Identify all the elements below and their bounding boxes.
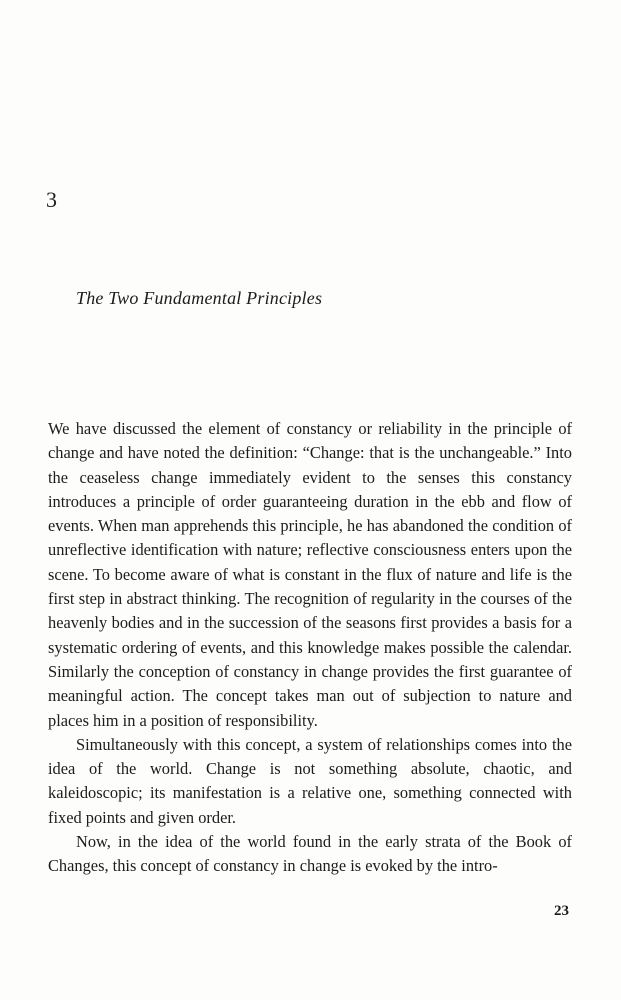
- chapter-body: [48, 417, 572, 879]
- paragraph-3: Now, in the idea of the world found in the early strata of the Book of Changes, this concept of constancy in change is evoked by the intro-: [48, 832, 572, 876]
- chapter-title: The Two Fundamental Principles: [76, 288, 323, 308]
- paragraph-1: We have discussed the element of constancy or reliability in the principle of change and have noted the definition: “Change: that is the unchangeable.” Into the ceaseless change immediately evident to the senses this constancy introduces a principle of order guaranteeing duration in the ebb and flow of events. When man apprehends this principle, he has abandoned the condition of unreflective identification with nature; reflective consciousness enters upon the scene. To become aware of what is constant in the flux of nature and life is the first step in abstract thinking. The recognition of regularity in the courses of the heavenly bodies and in the succession of the seasons first provides a basis for a systematic ordering of events, and this knowledge makes possible the calendar. Similarly the conception of constancy in change provides the first guarantee of meaningful action. The concept takes man out of subjection to nature and places him in a position of responsibility.: [48, 419, 572, 730]
- page-number: 23: [554, 903, 569, 919]
- chapter-number: 3: [46, 187, 57, 212]
- paragraph-2: Simultaneously with this concept, a system of relationships comes into the idea of the world. Change is not something absolute, chaotic, and kaleidoscopic; its manifestation is a relative one, something connected with fixed points and given order.: [48, 734, 572, 827]
